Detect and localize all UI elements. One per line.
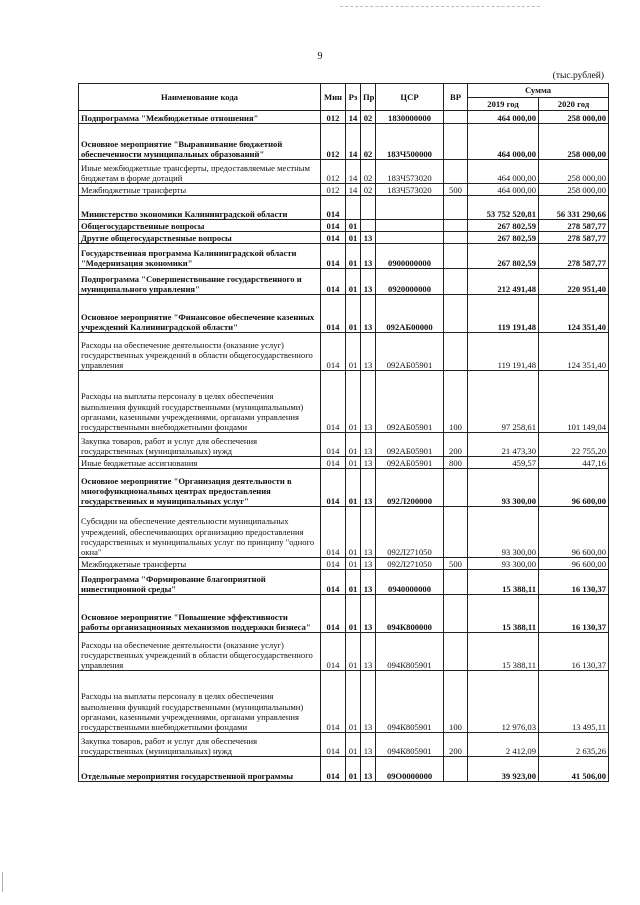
cell-vr: 200 xyxy=(444,733,468,757)
cell-min: 012 xyxy=(321,160,346,184)
cell-min: 014 xyxy=(321,232,346,244)
cell-vr: 500 xyxy=(444,184,468,196)
cell-pr: 13 xyxy=(361,558,376,570)
cell-pr: 13 xyxy=(361,457,376,469)
cell-min: 014 xyxy=(321,457,346,469)
cell-min: 014 xyxy=(321,295,346,333)
cell-y2019: 53 752 520,81 xyxy=(468,196,539,220)
cell-min: 012 xyxy=(321,184,346,196)
cell-pr: 02 xyxy=(361,160,376,184)
cell-vr: 800 xyxy=(444,457,468,469)
cell-rz: 01 xyxy=(346,757,361,782)
cell-name: Расходы на выплаты персоналу в целях обеспечения выполнения функций государственными (муниципальными) органами, казенными учреждениями, органами управления государственными внебюджетными фондами xyxy=(79,671,321,733)
header-2020: 2020 год xyxy=(539,98,609,111)
table-row xyxy=(79,160,609,184)
cell-y2020: 278 587,77 xyxy=(539,244,609,269)
cell-y2019: 459,57 xyxy=(468,457,539,469)
cell-y2019: 15 388,11 xyxy=(468,570,539,595)
cell-y2020: 258 000,00 xyxy=(539,111,609,124)
table-row xyxy=(79,757,609,782)
table-row xyxy=(79,507,609,558)
cell-y2020: 447,16 xyxy=(539,457,609,469)
cell-rz: 01 xyxy=(346,507,361,558)
cell-y2019: 464 000,00 xyxy=(468,124,539,160)
cell-y2020: 124 351,40 xyxy=(539,295,609,333)
cell-rz: 01 xyxy=(346,595,361,633)
table-body xyxy=(79,111,609,782)
cell-pr: 13 xyxy=(361,570,376,595)
cell-vr xyxy=(444,196,468,220)
budget-table xyxy=(78,83,609,782)
header-csr: ЦСР xyxy=(376,84,444,111)
table-row xyxy=(79,124,609,160)
cell-vr xyxy=(444,124,468,160)
cell-csr: 094К800000 xyxy=(376,595,444,633)
cell-rz: 01 xyxy=(346,295,361,333)
cell-csr: 092АБ05901 xyxy=(376,457,444,469)
cell-pr: 13 xyxy=(361,671,376,733)
cell-min: 014 xyxy=(321,196,346,220)
scan-edge-mark xyxy=(2,872,3,892)
cell-min: 014 xyxy=(321,595,346,633)
cell-csr: 09О0000000 xyxy=(376,757,444,782)
cell-rz: 01 xyxy=(346,333,361,371)
scan-top-line xyxy=(340,6,540,7)
cell-pr: 13 xyxy=(361,595,376,633)
cell-y2020: 41 506,00 xyxy=(539,757,609,782)
cell-csr: 092Л271050 xyxy=(376,507,444,558)
table-row xyxy=(79,295,609,333)
cell-y2020: 96 600,00 xyxy=(539,507,609,558)
cell-name: Расходы на обеспечение деятельности (оказание услуг) государственных учреждений в области общегосударственного управления xyxy=(79,333,321,371)
cell-pr: 13 xyxy=(361,507,376,558)
cell-name: Основное мероприятие "Повышение эффективности работы организационных механизмов поддержки бизнеса" xyxy=(79,595,321,633)
cell-y2019: 267 802,59 xyxy=(468,220,539,232)
cell-csr: 092АБ05901 xyxy=(376,433,444,457)
table-row xyxy=(79,269,609,295)
cell-min: 014 xyxy=(321,633,346,671)
cell-name: Подпрограмма "Формирование благоприятной инвестиционной среды" xyxy=(79,570,321,595)
cell-pr xyxy=(361,196,376,220)
cell-min: 014 xyxy=(321,733,346,757)
page-number: 9 xyxy=(317,51,323,62)
cell-y2019: 267 802,59 xyxy=(468,232,539,244)
cell-y2019: 15 388,11 xyxy=(468,633,539,671)
cell-y2019: 119 191,48 xyxy=(468,333,539,371)
table-row xyxy=(79,244,609,269)
cell-rz: 14 xyxy=(346,160,361,184)
cell-y2019: 464 000,00 xyxy=(468,111,539,124)
cell-rz: 01 xyxy=(346,733,361,757)
cell-csr: 092АБ05901 xyxy=(376,333,444,371)
cell-name: Подпрограмма "Совершенствование государственного и муниципального управления" xyxy=(79,269,321,295)
table-row xyxy=(79,232,609,244)
cell-name: Расходы на обеспечение деятельности (оказание услуг) государственных учреждений в области общегосударственного управления xyxy=(79,633,321,671)
cell-pr: 13 xyxy=(361,232,376,244)
cell-min: 014 xyxy=(321,507,346,558)
table-row xyxy=(79,333,609,371)
cell-csr: 0900000000 xyxy=(376,244,444,269)
cell-y2019: 119 191,48 xyxy=(468,295,539,333)
cell-min: 014 xyxy=(321,433,346,457)
cell-rz: 14 xyxy=(346,184,361,196)
cell-vr xyxy=(444,220,468,232)
cell-y2019: 464 000,00 xyxy=(468,160,539,184)
cell-y2020: 96 600,00 xyxy=(539,558,609,570)
cell-y2020: 16 130,37 xyxy=(539,633,609,671)
cell-rz: 01 xyxy=(346,269,361,295)
table-row xyxy=(79,196,609,220)
cell-min: 012 xyxy=(321,111,346,124)
table-row xyxy=(79,220,609,232)
cell-y2020: 96 600,00 xyxy=(539,469,609,507)
cell-vr xyxy=(444,469,468,507)
header-name: Наименование кода xyxy=(79,84,321,111)
cell-y2020: 258 000,00 xyxy=(539,160,609,184)
header-pr: Пр xyxy=(361,84,376,111)
cell-vr xyxy=(444,160,468,184)
cell-pr: 13 xyxy=(361,333,376,371)
cell-min: 014 xyxy=(321,220,346,232)
cell-vr xyxy=(444,244,468,269)
cell-pr: 13 xyxy=(361,269,376,295)
cell-name: Расходы на выплаты персоналу в целях обеспечения выполнения функций государственными (муниципальными) органами, казенными учреждениями, органами управления государственными внебюджетными фондами xyxy=(79,371,321,433)
table-row xyxy=(79,457,609,469)
cell-name: Государственная программа Калининградской области "Модернизация экономики" xyxy=(79,244,321,269)
cell-pr: 13 xyxy=(361,433,376,457)
cell-y2020: 278 587,77 xyxy=(539,220,609,232)
cell-name: Межбюджетные трансферты xyxy=(79,558,321,570)
table-row xyxy=(79,671,609,733)
cell-name: Иные бюджетные ассигнования xyxy=(79,457,321,469)
cell-name: Основное мероприятие "Финансовое обеспечение казенных учреждений Калининградской области" xyxy=(79,295,321,333)
cell-y2020: 220 951,40 xyxy=(539,269,609,295)
cell-name: Закупка товаров, работ и услуг для обеспечения государственных (муниципальных) нужд xyxy=(79,433,321,457)
cell-rz: 01 xyxy=(346,371,361,433)
cell-pr: 13 xyxy=(361,757,376,782)
cell-vr xyxy=(444,295,468,333)
cell-csr: 094К805901 xyxy=(376,671,444,733)
cell-name: Межбюджетные трансферты xyxy=(79,184,321,196)
cell-min: 014 xyxy=(321,558,346,570)
cell-rz: 01 xyxy=(346,570,361,595)
cell-vr: 100 xyxy=(444,371,468,433)
cell-pr: 02 xyxy=(361,111,376,124)
cell-pr: 13 xyxy=(361,295,376,333)
cell-y2019: 12 976,03 xyxy=(468,671,539,733)
cell-pr: 02 xyxy=(361,124,376,160)
cell-csr: 183Ч500000 xyxy=(376,124,444,160)
cell-rz: 01 xyxy=(346,671,361,733)
cell-rz: 01 xyxy=(346,469,361,507)
cell-y2020: 16 130,37 xyxy=(539,570,609,595)
cell-min: 014 xyxy=(321,757,346,782)
cell-vr xyxy=(444,232,468,244)
cell-vr xyxy=(444,269,468,295)
table-row xyxy=(79,433,609,457)
cell-y2019: 464 000,00 xyxy=(468,184,539,196)
cell-y2019: 97 258,61 xyxy=(468,371,539,433)
cell-vr: 200 xyxy=(444,433,468,457)
cell-csr: 092Л271050 xyxy=(376,558,444,570)
cell-y2019: 93 300,00 xyxy=(468,558,539,570)
cell-name: Министерство экономики Калининградской области xyxy=(79,196,321,220)
cell-name: Отдельные мероприятия государственной программы xyxy=(79,757,321,782)
table-row xyxy=(79,633,609,671)
cell-csr: 183Ч573020 xyxy=(376,184,444,196)
cell-pr: 02 xyxy=(361,184,376,196)
cell-y2020: 101 149,04 xyxy=(539,371,609,433)
cell-min: 012 xyxy=(321,124,346,160)
cell-rz: 01 xyxy=(346,558,361,570)
cell-rz: 01 xyxy=(346,457,361,469)
cell-pr: 13 xyxy=(361,469,376,507)
cell-name: Подпрограмма "Межбюджетные отношения" xyxy=(79,111,321,124)
cell-min: 014 xyxy=(321,469,346,507)
header-vr: ВР xyxy=(444,84,468,111)
cell-y2020: 258 000,00 xyxy=(539,184,609,196)
cell-rz: 01 xyxy=(346,232,361,244)
cell-y2019: 21 473,30 xyxy=(468,433,539,457)
table-row xyxy=(79,371,609,433)
cell-rz: 01 xyxy=(346,633,361,671)
cell-y2019: 39 923,00 xyxy=(468,757,539,782)
cell-y2019: 212 491,48 xyxy=(468,269,539,295)
cell-y2019: 2 412,09 xyxy=(468,733,539,757)
cell-min: 014 xyxy=(321,371,346,433)
cell-y2020: 16 130,37 xyxy=(539,595,609,633)
cell-y2019: 15 388,11 xyxy=(468,595,539,633)
cell-vr xyxy=(444,633,468,671)
cell-vr xyxy=(444,570,468,595)
cell-rz: 01 xyxy=(346,433,361,457)
cell-vr: 500 xyxy=(444,558,468,570)
cell-min: 014 xyxy=(321,244,346,269)
cell-y2020: 2 635,26 xyxy=(539,733,609,757)
cell-name: Закупка товаров, работ и услуг для обеспечения государственных (муниципальных) нужд xyxy=(79,733,321,757)
cell-rz: 14 xyxy=(346,124,361,160)
table-row xyxy=(79,733,609,757)
header-rz: Рз xyxy=(346,84,361,111)
cell-csr: 092АБ05901 xyxy=(376,371,444,433)
cell-csr: 092АБ00000 xyxy=(376,295,444,333)
cell-y2019: 93 300,00 xyxy=(468,507,539,558)
cell-vr xyxy=(444,333,468,371)
table-row xyxy=(79,469,609,507)
cell-name: Основное мероприятие "Организация деятельности в многофункциональных центрах предоставления государственных и муниципальных услуг" xyxy=(79,469,321,507)
cell-y2020: 22 755,20 xyxy=(539,433,609,457)
cell-pr: 13 xyxy=(361,244,376,269)
cell-min: 014 xyxy=(321,269,346,295)
cell-vr: 100 xyxy=(444,671,468,733)
cell-rz: 01 xyxy=(346,220,361,232)
cell-csr: 1830000000 xyxy=(376,111,444,124)
cell-min: 014 xyxy=(321,671,346,733)
cell-pr: 13 xyxy=(361,371,376,433)
cell-csr: 183Ч573020 xyxy=(376,160,444,184)
cell-csr xyxy=(376,232,444,244)
cell-csr: 094К805901 xyxy=(376,733,444,757)
cell-vr xyxy=(444,111,468,124)
cell-y2020: 124 351,40 xyxy=(539,333,609,371)
header-2019: 2019 год xyxy=(468,98,539,111)
table-row xyxy=(79,111,609,124)
cell-name: Основное мероприятие "Выравнивание бюджетной обеспеченности муниципальных образований" xyxy=(79,124,321,160)
header-min: Мин xyxy=(321,84,346,111)
cell-rz xyxy=(346,196,361,220)
cell-csr: 094К805901 xyxy=(376,633,444,671)
cell-y2020: 56 331 290,66 xyxy=(539,196,609,220)
cell-vr xyxy=(444,595,468,633)
cell-rz: 14 xyxy=(346,111,361,124)
table-row xyxy=(79,184,609,196)
table-row xyxy=(79,558,609,570)
cell-csr: 0920000000 xyxy=(376,269,444,295)
cell-name: Другие общегосударственные вопросы xyxy=(79,232,321,244)
cell-min: 014 xyxy=(321,333,346,371)
cell-vr xyxy=(444,757,468,782)
cell-name: Общегосударственные вопросы xyxy=(79,220,321,232)
cell-y2020: 13 495,11 xyxy=(539,671,609,733)
cell-pr: 13 xyxy=(361,733,376,757)
cell-y2019: 93 300,00 xyxy=(468,469,539,507)
cell-vr xyxy=(444,507,468,558)
cell-csr xyxy=(376,196,444,220)
cell-csr: 092Л200000 xyxy=(376,469,444,507)
cell-pr xyxy=(361,220,376,232)
cell-csr xyxy=(376,220,444,232)
cell-pr: 13 xyxy=(361,633,376,671)
cell-csr: 0940000000 xyxy=(376,570,444,595)
cell-name: Иные межбюджетные трансферты, предоставляемые местным бюджетам в форме дотаций xyxy=(79,160,321,184)
cell-y2019: 267 802,59 xyxy=(468,244,539,269)
cell-y2020: 278 587,77 xyxy=(539,232,609,244)
cell-name: Субсидии на обеспечение деятельности муниципальных учреждений, обеспечивающих организацию предоставления государственных и муниципальных услуг по принципу "одного окна" xyxy=(79,507,321,558)
header-sum: Сумма xyxy=(468,84,609,98)
cell-y2020: 258 000,00 xyxy=(539,124,609,160)
table-row xyxy=(79,595,609,633)
cell-rz: 01 xyxy=(346,244,361,269)
cell-min: 014 xyxy=(321,570,346,595)
units-note: (тыс.рублей) xyxy=(552,71,604,81)
table-row xyxy=(79,570,609,595)
